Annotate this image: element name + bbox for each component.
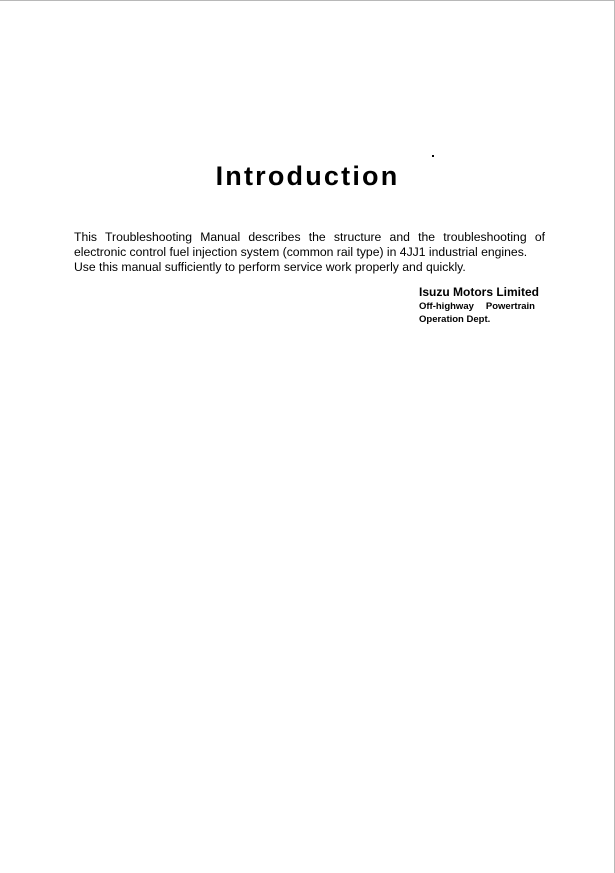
intro-paragraph-1: This Troubleshooting Manual describes the structure and the troubleshooting of electronic control fuel injection system (common rail type) in 4JJ1 industrial engines. xyxy=(74,230,545,259)
page-title: Introduction xyxy=(215,161,400,191)
division-line xyxy=(419,300,549,313)
intro-body xyxy=(74,230,545,275)
department-name: Operation Dept. xyxy=(419,314,491,325)
signature-block xyxy=(419,285,549,326)
company-name: Isuzu Motors Limited xyxy=(419,285,539,299)
division-part-2: Powertrain xyxy=(485,301,535,312)
division-part-1: Off-highway xyxy=(419,301,474,312)
intro-paragraph-2: Use this manual sufficiently to perform service work properly and quickly. xyxy=(74,260,466,274)
stray-dot-mark xyxy=(432,155,434,157)
